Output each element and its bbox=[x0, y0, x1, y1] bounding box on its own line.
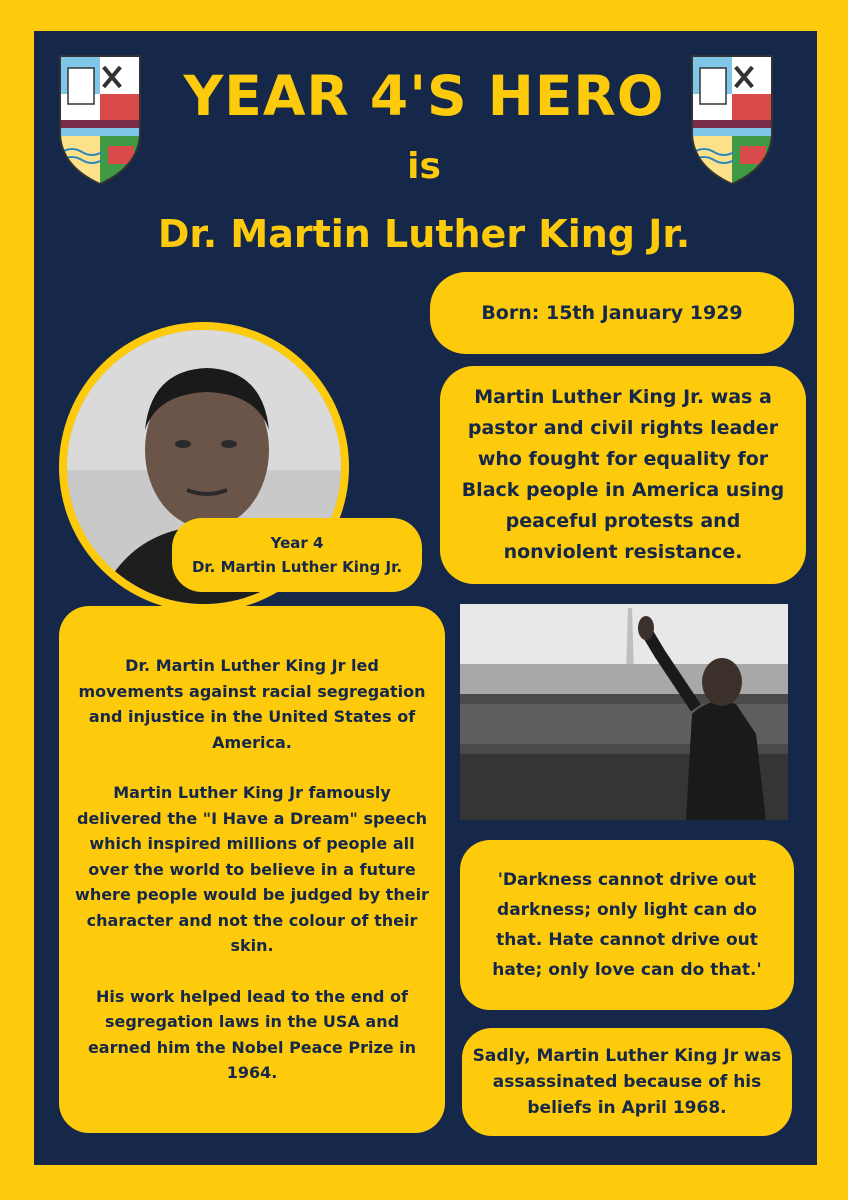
death-note-box: Sadly, Martin Luther King Jr was assassinated because of his beliefs in April 1968. bbox=[462, 1028, 792, 1136]
story-paragraph-3: His work helped lead to the end of segregation laws in the USA and earned him the Nobel Peace Prize in 1964. bbox=[87, 986, 417, 1083]
poster-title: YEAR 4'S HERO bbox=[183, 64, 665, 128]
story-paragraph-2: Martin Luther King Jr famously delivered the "I Have a Dream" speech which inspired millions of people all over the world to believe in a future where people would be judged by their character and not the colour of their skin. bbox=[75, 783, 429, 956]
speech-photo bbox=[460, 604, 788, 820]
story-paragraph-1: Dr. Martin Luther King Jr led movements against racial segregation and injustice in the United States of America. bbox=[78, 656, 426, 752]
hero-name: Dr. Martin Luther King Jr. bbox=[157, 212, 691, 256]
title-connector: is bbox=[407, 146, 441, 187]
caption-year: Year 4 bbox=[270, 534, 324, 552]
portrait-caption bbox=[172, 518, 422, 592]
caption-name: Dr. Martin Luther King Jr. bbox=[191, 558, 403, 576]
born-date: Born: 15th January 1929 bbox=[430, 272, 794, 354]
quote-box: 'Darkness cannot drive out darkness; only light can do that. Hate cannot drive out hate; only love can do that.' bbox=[460, 840, 794, 1010]
story-box bbox=[59, 606, 445, 1133]
summary-box: Martin Luther King Jr. was a pastor and civil rights leader who fought for equality for Black people in America using peaceful protests and nonviolent resistance. bbox=[440, 366, 806, 584]
